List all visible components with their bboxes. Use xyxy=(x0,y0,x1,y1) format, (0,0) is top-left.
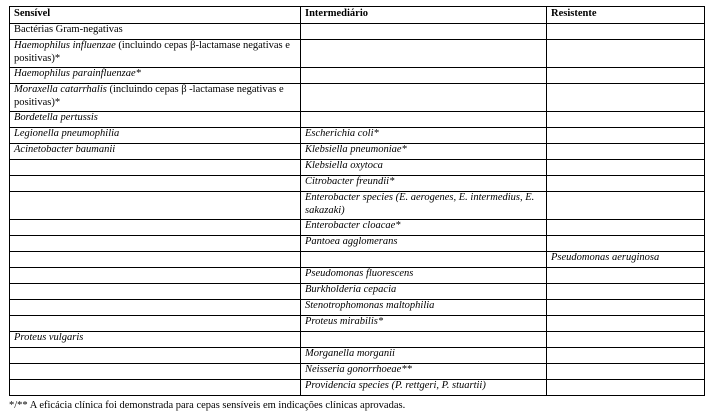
table-row xyxy=(10,380,705,396)
organism-name: Providencia xyxy=(305,380,356,391)
table-row xyxy=(10,160,705,176)
intermediate-cell: Citrobacter freundii* xyxy=(301,176,547,192)
intermediate-cell xyxy=(301,40,547,68)
intermediate-cell: Escherichia coli* xyxy=(301,128,547,144)
intermediate-cell: Neisseria gonorrhoeae** xyxy=(301,364,547,380)
resistant-cell xyxy=(547,332,705,348)
intermediate-cell xyxy=(301,252,547,268)
resistant-cell xyxy=(547,192,705,220)
header-intermediate: Intermediário xyxy=(301,7,547,24)
table-row xyxy=(10,68,705,84)
header-row xyxy=(10,7,705,24)
resistant-cell xyxy=(547,380,705,396)
resistant-cell xyxy=(547,300,705,316)
resistant-cell xyxy=(547,236,705,252)
resistant-cell xyxy=(547,220,705,236)
resistant-cell xyxy=(547,84,705,112)
table-row xyxy=(10,364,705,380)
table-row xyxy=(10,252,705,268)
intermediate-cell xyxy=(301,112,547,128)
intermediate-cell: Pantoea agglomerans xyxy=(301,236,547,252)
sensitive-cell xyxy=(10,220,301,236)
sensitive-cell: Bordetella pertussis xyxy=(10,112,301,128)
intermediate-cell xyxy=(301,84,547,112)
sensitive-cell: Legionella pneumophilia xyxy=(10,128,301,144)
table-row xyxy=(10,268,705,284)
intermediate-cell xyxy=(301,68,547,84)
organism-name: Enterobacter xyxy=(305,192,361,203)
sensitive-cell xyxy=(10,40,301,68)
sensitive-cell xyxy=(10,364,301,380)
resistant-cell xyxy=(547,128,705,144)
sensitive-cell xyxy=(10,176,301,192)
resistant-cell xyxy=(547,144,705,160)
sensitive-cell xyxy=(10,84,301,112)
sensitive-cell xyxy=(10,192,301,220)
sensitive-cell xyxy=(10,380,301,396)
table-row xyxy=(10,236,705,252)
organism-name: Moraxella catarrhalis xyxy=(14,84,107,95)
intermediate-cell xyxy=(301,380,547,396)
sensitive-cell xyxy=(10,160,301,176)
intermediate-cell: Pseudomonas fluorescens xyxy=(301,268,547,284)
sensitive-cell xyxy=(10,316,301,332)
intermediate-cell xyxy=(301,332,547,348)
header-sensitive: Sensível xyxy=(10,7,301,24)
sensitive-cell: Acinetobacter baumanii xyxy=(10,144,301,160)
resistant-cell xyxy=(547,176,705,192)
resistant-cell xyxy=(547,316,705,332)
section-row xyxy=(10,24,705,40)
resistant-cell xyxy=(547,284,705,300)
resistant-cell xyxy=(547,40,705,68)
resistant-cell: Pseudomonas aeruginosa xyxy=(547,252,705,268)
susceptibility-table xyxy=(9,6,705,396)
intermediate-cell: Enterobacter cloacae* xyxy=(301,220,547,236)
table-cell xyxy=(301,24,547,40)
intermediate-cell: Morganella morganii xyxy=(301,348,547,364)
resistant-cell xyxy=(547,160,705,176)
organism-name: Haemophilus influenzae xyxy=(14,40,116,51)
organism-note: species (P. rettgeri, P. stuartii) xyxy=(355,380,486,391)
sensitive-cell xyxy=(10,268,301,284)
organism-note: species (E. aerogenes, E. intermedius, E. sakazaki) xyxy=(305,192,535,216)
organism-note: (incluindo cepas β -lactamase negativas e positivas)* xyxy=(14,84,284,108)
table-row xyxy=(10,144,705,160)
intermediate-cell: Proteus mirabilis* xyxy=(301,316,547,332)
sensitive-cell xyxy=(10,236,301,252)
table-row xyxy=(10,40,705,68)
resistant-cell xyxy=(547,348,705,364)
table-row xyxy=(10,220,705,236)
sensitive-cell xyxy=(10,252,301,268)
resistant-cell xyxy=(547,364,705,380)
organism-note: (incluindo cepas β-lactamase negativas e positivas)* xyxy=(14,40,290,64)
sensitive-cell: Proteus vulgaris xyxy=(10,332,301,348)
table-cell xyxy=(547,24,705,40)
resistant-cell xyxy=(547,68,705,84)
sensitive-cell: Haemophilus parainfluenzae* xyxy=(10,68,301,84)
header-resistant: Resistente xyxy=(547,7,705,24)
table-row xyxy=(10,176,705,192)
resistant-cell xyxy=(547,268,705,284)
table-row xyxy=(10,112,705,128)
table-row xyxy=(10,84,705,112)
table-row xyxy=(10,316,705,332)
sensitive-cell xyxy=(10,348,301,364)
resistant-cell xyxy=(547,112,705,128)
table-row xyxy=(10,284,705,300)
table-row xyxy=(10,332,705,348)
sensitive-cell xyxy=(10,284,301,300)
section-title: Bactérias Gram-negativas xyxy=(10,24,301,40)
intermediate-cell: Burkholderia cepacia xyxy=(301,284,547,300)
table-row xyxy=(10,300,705,316)
intermediate-cell: Stenotrophomonas maltophilia xyxy=(301,300,547,316)
footnote: */** A eficácia clínica foi demonstrada para cepas sensíveis em indicações clínicas aprovadas. xyxy=(9,400,406,411)
intermediate-cell xyxy=(301,192,547,220)
table-row xyxy=(10,348,705,364)
intermediate-cell: Klebsiella pneumoniae* xyxy=(301,144,547,160)
sensitive-cell xyxy=(10,300,301,316)
table-row xyxy=(10,192,705,220)
table-row xyxy=(10,128,705,144)
intermediate-cell: Klebsiella oxytoca xyxy=(301,160,547,176)
